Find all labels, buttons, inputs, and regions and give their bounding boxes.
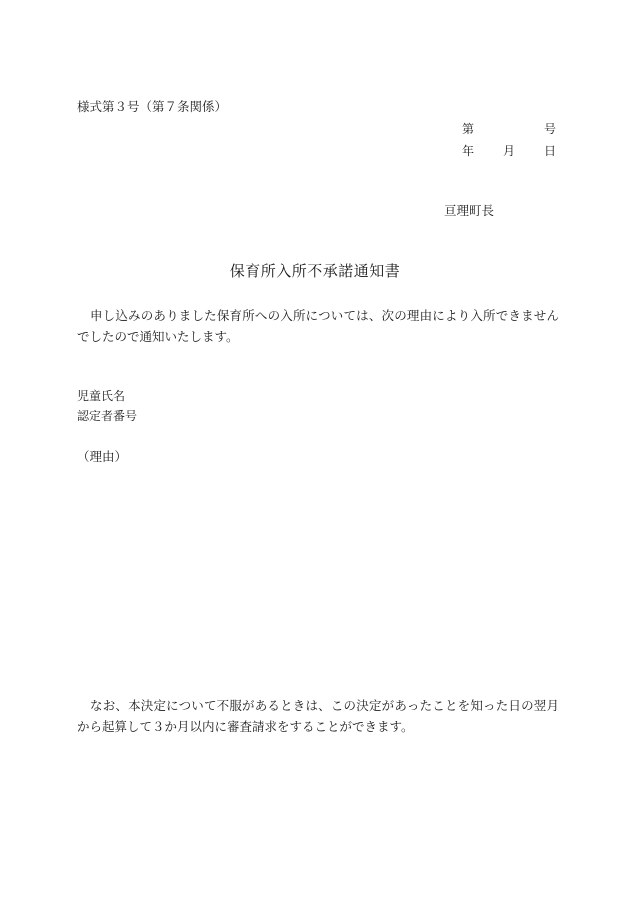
appeal-notice-paragraph: なお、本決定について不服があるときは、この決定があったことを知った日の翌月から起算して３か月以内に審査請求をすることができます。 (77, 698, 559, 734)
reason-label: （理由） (77, 449, 128, 464)
certification-number-label: 認定者番号 (77, 409, 138, 423)
issuer-name: 亘理町長 (444, 203, 495, 218)
date-day-label: 日 (544, 144, 557, 158)
body-paragraph: 申し込みのありました保育所への入所については、次の理由により入所できませんでしたので通知いたします。 (77, 308, 559, 344)
date-row (462, 145, 558, 159)
date-month-label: 月 (503, 144, 516, 158)
form-number-label: 様式第３号（第７条関係） (77, 99, 228, 114)
document-number-row (462, 123, 558, 137)
document-title: 保育所入所不承諾通知書 (229, 262, 401, 280)
date-year-label: 年 (462, 144, 475, 158)
child-name-label: 児童氏名 (77, 389, 126, 403)
number-prefix: 第 (462, 122, 475, 136)
document-number-date-block (462, 121, 558, 157)
number-suffix: 号 (544, 122, 557, 136)
